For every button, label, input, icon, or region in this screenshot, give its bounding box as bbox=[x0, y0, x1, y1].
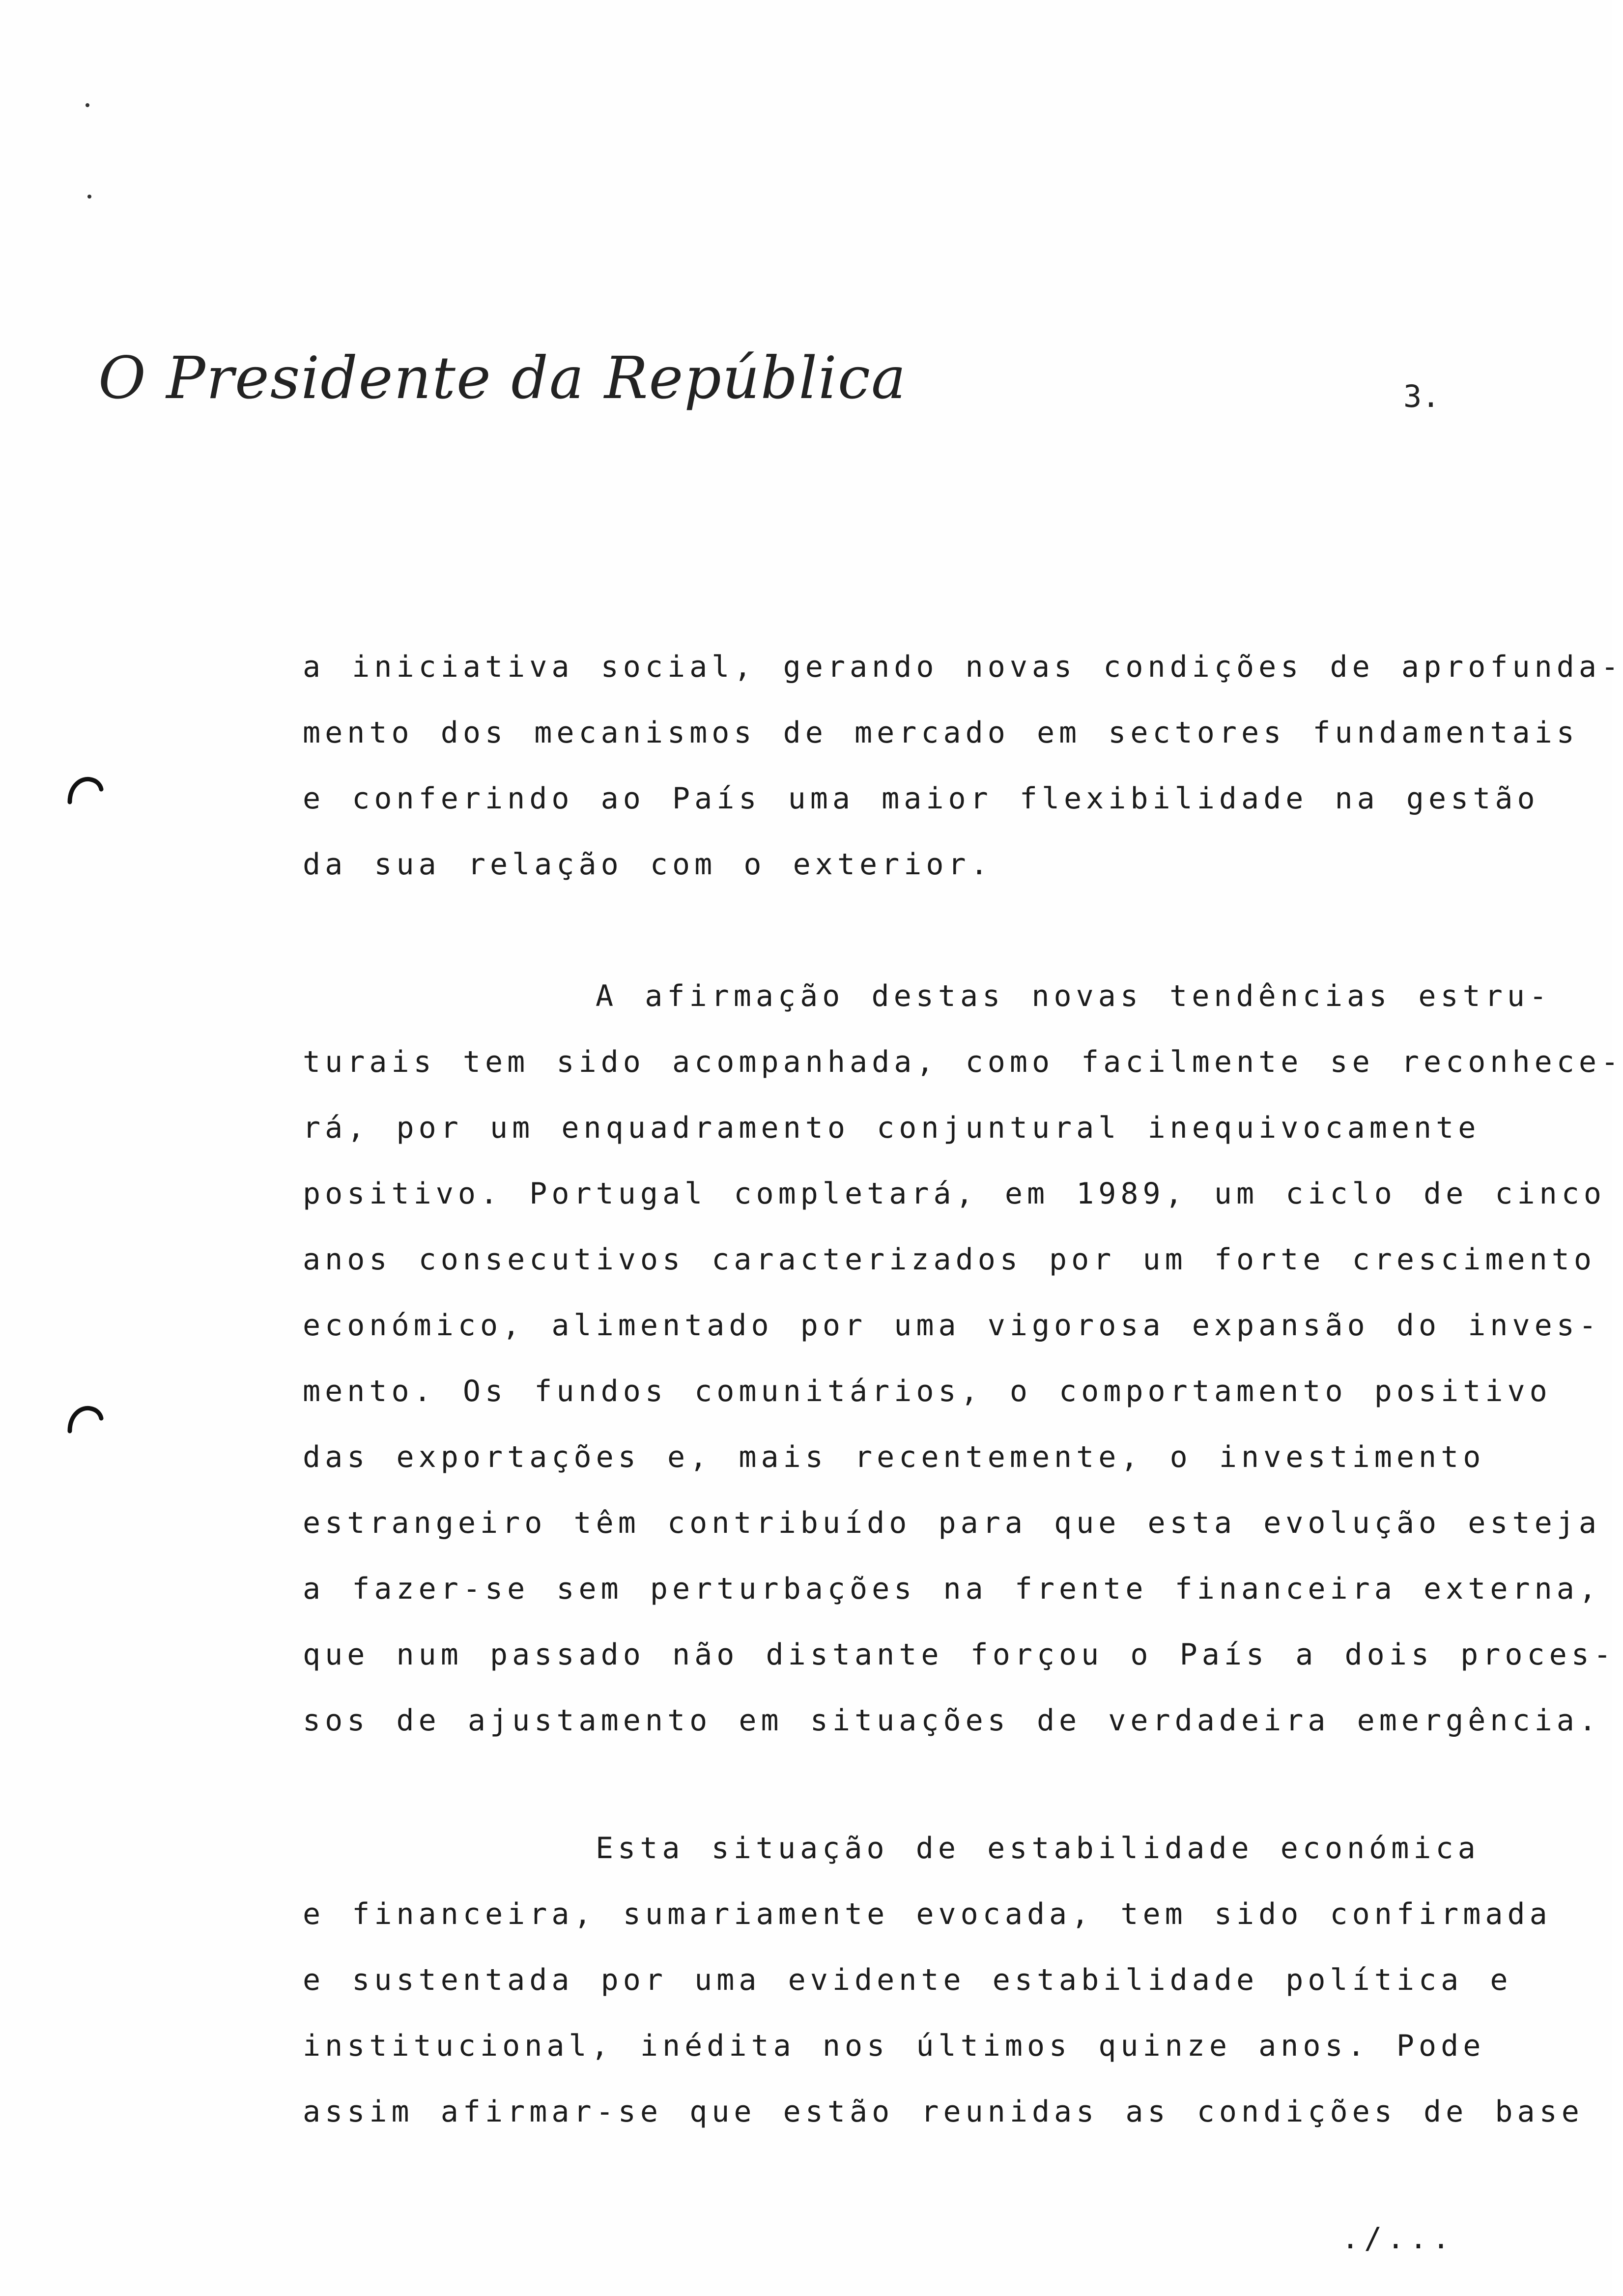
text-line: anos consecutivos caracterizados por um forte crescimento bbox=[303, 1242, 1596, 1277]
text-line: a iniciativa social, gerando novas condições de aprofunda- bbox=[303, 650, 1623, 684]
text-line: Esta situação de estabilidade económica bbox=[596, 1831, 1480, 1866]
text-line: a fazer-se sem perturbações na frente financeira externa, bbox=[303, 1572, 1601, 1606]
scan-speck bbox=[87, 195, 91, 199]
text-line: e financeira, sumariamente evocada, tem sido confirmada bbox=[303, 1897, 1552, 1931]
text-line: e sustentada por uma evidente estabilidade política e bbox=[303, 1963, 1512, 1997]
text-line: institucional, inédita nos últimos quinze anos. Pode bbox=[303, 2029, 1485, 2063]
paragraph-3 bbox=[303, 1815, 1584, 2145]
paragraph-2 bbox=[303, 963, 1623, 1753]
punch-hole-mark bbox=[67, 775, 103, 804]
text-line: da sua relação com o exterior. bbox=[303, 847, 993, 882]
text-line: A afirmação destas novas tendências estru- bbox=[596, 979, 1552, 1013]
text-line: das exportações e, mais recentemente, o investimento bbox=[303, 1440, 1485, 1474]
text-line: económico, alimentado por uma vigorosa expansão do inves- bbox=[303, 1308, 1601, 1343]
text-line: turais tem sido acompanhada, como facilmente se reconhece- bbox=[303, 1045, 1623, 1079]
continuation-mark: ./... bbox=[1341, 2221, 1455, 2256]
text-line: mento. Os fundos comunitários, o comportamento positivo bbox=[303, 1374, 1552, 1408]
text-line: que num passado não distante forçou o País a dois proces- bbox=[303, 1637, 1616, 1672]
text-line: mento dos mecanismos de mercado em sectores fundamentais bbox=[303, 716, 1579, 750]
text-line: assim afirmar-se que estão reunidas as condições de base bbox=[303, 2095, 1584, 2129]
punch-hole-mark bbox=[67, 1404, 103, 1433]
letterhead-title: O Presidente da República bbox=[98, 344, 907, 412]
text-line: rá, por um enquadramento conjuntural inequivocamente bbox=[303, 1111, 1481, 1145]
page-number: 3. bbox=[1403, 378, 1440, 414]
paragraph-1 bbox=[303, 634, 1623, 897]
text-line: e conferindo ao País uma maior flexibilidade na gestão bbox=[303, 781, 1539, 816]
scan-speck bbox=[85, 103, 89, 107]
text-line: estrangeiro têm contribuído para que esta evolução esteja bbox=[303, 1506, 1601, 1540]
text-line: positivo. Portugal completará, em 1989, um ciclo de cinco bbox=[303, 1177, 1606, 1211]
text-line: sos de ajustamento em situações de verdadeira emergência. bbox=[303, 1703, 1601, 1738]
